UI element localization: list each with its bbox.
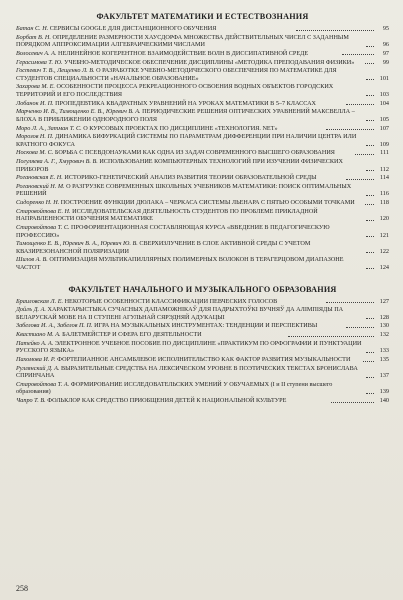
- dot-leader: [366, 236, 374, 237]
- dot-leader: [346, 327, 374, 328]
- entry-title: ФОРМИРОВАНИЕ ИССЛЕДОВАТЕЛЬСКИХ УМЕНИЙ У ОБУЧАЕМЫХ (I и II ступени высшего образования): [16, 380, 333, 396]
- entry-author: Батан С. Н.: [16, 25, 49, 32]
- entry-title: СВЕРХИЗЛУЧЕНИЕ В СЛОЕ АКТИВНОЙ СРЕДЫ С УЧЕТОМ КВАЗИРЕЗОНАНСНОЙ ПОЛЯРИЗАЦИИ: [16, 240, 311, 255]
- toc-list: [16, 298, 389, 405]
- toc-entry: [16, 67, 389, 82]
- entry-title: ИСТОРИКО-ГЕНЕТИЧЕСКИЙ АНАЛИЗ РАЗВИТИЯ ТЕОРИИ ОБРАЗОВАТЕЛЬНОЙ СРЕДЫ: [64, 174, 317, 182]
- entry-page: 111: [380, 149, 389, 157]
- entry-text: [16, 381, 365, 396]
- toc-entry: [16, 59, 389, 67]
- toc-entry: [16, 125, 389, 133]
- toc-entry: [16, 174, 389, 182]
- toc-entry: [16, 100, 389, 108]
- entry-title: ОСОБЕННОСТИ ПРОЦЕССА РЕКРЕАЦИОННОГО ОСВОЕНИЯ ВОДНЫХ ОБЪЕКТОВ ГОРОДСКИХ ТЕРРИТОРИЙ И ЕГО ПОСЛЕДСТВИЯ: [16, 83, 334, 98]
- entry-author: Дойлъ Д. А.: [16, 306, 46, 314]
- dot-leader: [366, 352, 374, 353]
- entry-page: 137: [379, 372, 389, 380]
- entry-author: Старовойтова Е. Н.: [16, 207, 71, 215]
- entry-text: [16, 67, 365, 82]
- section-title: ФАКУЛЬТЕТ НАЧАЛЬНОГО И МУЗЫКАЛЬНОГО ОБРАЗОВАНИЯ: [68, 284, 337, 294]
- entry-text: [16, 356, 362, 364]
- entry-title: ИГРА НА МУЗЫКАЛЬНЫХ ИНСТРУМЕНТАХ: ТЕНДЕНЦИИ И ПЕРСПЕКТИВЫ: [94, 322, 318, 330]
- entry-page: 130: [379, 322, 389, 330]
- entry-author: Морозов Н. П.: [16, 133, 54, 141]
- entry-author: Моро Л. А., Затман Т. С.: [16, 124, 82, 132]
- toc-list: [16, 25, 389, 271]
- toc-entry: [16, 340, 389, 355]
- entry-title: ПРОФОРИЕНТАЦИОННАЯ СОСТАВЛЯЮЩАЯ КУРСА «ВВЕДЕНИЕ В ПЕДАГОГИЧЕСКУЮ ПРОФЕССИЮ»: [16, 224, 330, 239]
- entry-title: ФОЛЬКЛОР КАК СРЕДСТВО ПРИОБЩЕНИЯ ДЕТЕЙ К НАЦИОНАЛЬНОЙ КУЛЬТУРЕ: [47, 397, 287, 405]
- entry-author: Носкова М. С.: [16, 149, 54, 157]
- entry-author: Старовойтова Т. А.: [16, 380, 70, 388]
- toc-entry: [16, 34, 389, 49]
- entry-title: ОПРЕДЕЛЕНИЕ РАЗМЕРНОСТИ ХАУСДОРФА МНОЖЕСТВА ДЕЙСТВИТЕЛЬНЫХ ЧИСЕЛ С ЗАДАННЫМ ПОРЯДКОМ АППРОКСИМАЦИИ АЛГЕБРАИЧЕСКИМИ ЧИСЛАМИ: [16, 33, 349, 49]
- entry-author: Руллянский Д. А.: [16, 364, 60, 372]
- dot-leader: [296, 30, 374, 31]
- entry-author: Тимощенко Е. В., Юревич В. А., Юревич Ю. В.: [16, 240, 138, 248]
- entry-author: Погуляева А. Г., Хмурович В. В.: [16, 158, 98, 166]
- toc-entry: [16, 322, 389, 330]
- entry-title: О КУРСОВЫХ ПРОЕКТАХ ПО ДИСЦИПЛИНЕ «ТЕХНОЛОГИЯ. NET»: [83, 124, 278, 132]
- entry-author: Гостевич Т. В., Лещенко Л. В.: [16, 67, 95, 75]
- entry-title: БОРЬБА С ПСЕВДОНАУКАМИ КАК ОДНА ИЗ ЗАДАЧ СОВРЕМЕННОГО ВЫСШЕГО ОБРАЗОВАНИЯ: [54, 149, 335, 157]
- dot-leader: [366, 145, 374, 146]
- entry-page: 139: [379, 388, 389, 396]
- toc-entry: [16, 149, 389, 157]
- entry-text: [16, 306, 365, 321]
- toc-entry: [16, 25, 389, 33]
- section-title: ФАКУЛЬТЕТ МАТЕМАТИКИ И ЕСТЕСТВОЗНАНИЯ: [96, 12, 309, 21]
- entry-text: [16, 298, 325, 306]
- entry-page: 101: [379, 74, 389, 82]
- dot-leader: [346, 104, 375, 105]
- dot-leader: [346, 179, 374, 180]
- entry-text: [16, 208, 365, 223]
- entry-author: Сидоренко Н. Н.: [16, 199, 60, 207]
- entry-title: О РАЗРАБОТКЕ УЧЕБНО-МЕТОДИЧЕСКОГО ОБЕСПЕЧЕНИЯ ПО МАТЕМАТИКЕ ДЛЯ СТУДЕНТОВ СПЕЦИАЛЬНОСТИ «НАЧАЛЬНОЕ ОБРАЗОВАНИЕ»: [16, 67, 337, 82]
- entry-page: 109: [379, 140, 389, 148]
- entry-page: 107: [379, 124, 389, 132]
- toc-entry: [16, 108, 389, 123]
- dot-leader: [366, 268, 374, 269]
- entry-author: Шилов А. В.: [16, 256, 48, 264]
- entry-page: 140: [379, 397, 390, 405]
- entry-page: 95: [382, 25, 390, 32]
- entry-title: ПРОПЕДЕВТИКА КВАДРАТНЫХ УРАВНЕНИЙ НА УРОКАХ МАТЕМАТИКИ В 5–7 КЛАССАХ: [55, 99, 317, 107]
- page-number: 258: [16, 584, 28, 593]
- entry-author: Забелова И. А., Забелов П. П.: [16, 322, 93, 330]
- toc-entry: [16, 240, 389, 255]
- entry-title: УЧЕБНО-МЕТОДИЧЕСКОЕ ОБЕСПЕЧЕНИЕ ДИСЦИПЛИНЫ «МЕТОДИКА ПРЕПОДАВАНИЯ ФИЗИКИ»: [64, 58, 355, 66]
- entry-page: 112: [379, 165, 389, 173]
- entry-text: [16, 158, 365, 173]
- entry-text: [16, 256, 365, 271]
- entry-page: 104: [379, 99, 390, 107]
- dot-leader: [366, 377, 374, 378]
- dot-leader: [331, 402, 374, 403]
- entry-author: Рогановский Н. М.: [16, 182, 65, 190]
- entry-page: 97: [382, 49, 389, 57]
- entry-text: [16, 100, 345, 108]
- entry-text: [16, 199, 364, 207]
- entry-title: О РАЗГРУЗКЕ СОВРЕМЕННЫХ ШКОЛЬНЫХ УЧЕБНИКОВ МАТЕМАТИКИ: ПОИСК ОПТИМАЛЬНЫХ РЕШЕНИЙ: [16, 182, 352, 198]
- entry-page: 99: [382, 58, 390, 66]
- dot-leader: [366, 252, 374, 253]
- entry-page: 118: [379, 199, 390, 207]
- dot-leader: [366, 46, 374, 47]
- toc-entry: [16, 208, 389, 223]
- entry-text: [16, 365, 365, 380]
- entry-page: 124: [379, 263, 389, 271]
- dot-leader: [366, 318, 374, 319]
- entry-title: ПОСТРОЕНИЕ ФУНКЦИИ ДЮЛАКА – ЧЕРКАСА СИСТЕМЫ ЛЬЕНАРА С ПЯТЬЮ ОСОБЫМИ ТОЧКАМИ: [60, 199, 355, 207]
- entry-page: 133: [379, 347, 389, 355]
- entry-page: 128: [379, 313, 389, 321]
- toc-entry: [16, 224, 389, 239]
- dot-leader: [363, 361, 374, 362]
- entry-text: [16, 133, 365, 148]
- toc-entry: [16, 397, 389, 405]
- toc-entry: [16, 365, 389, 380]
- entry-page: 135: [379, 356, 389, 363]
- dot-leader: [366, 393, 374, 394]
- entry-text: [16, 183, 365, 198]
- entry-author: Волосевич А. А.: [16, 49, 57, 57]
- entry-text: [16, 50, 341, 58]
- toc-entry: [16, 306, 389, 321]
- entry-text: [16, 224, 365, 239]
- entry-title: НЕЛИНЕЙНОЕ КОГЕРЕНТНОЕ ВЗАИМОДЕЙСТВИЕ ВОЛН В ДИССИПАТИВНОЙ СРЕДЕ: [58, 49, 309, 57]
- entry-title: ХАРАКТАРЫСТЫКА СУЧАСНЫХ ДАПАМОЖНІКАЎ ДЛЯ ПАДРЫХТОЎКІ ВУЧНЯЎ ДА АЛІМПІЯДЫ ПА БЕЛАРУСКАЙ МОВЕ НА ІІ СТУПЕНІ АГУЛЬНАЙ СЯРЭДНЯЙ АДУКАЦЫІ: [16, 306, 344, 321]
- entry-title: ИССЛЕДОВАТЕЛЬСКАЯ ДЕЯТЕЛЬНОСТЬ СТУДЕНТОВ ПО ПРОБЛЕМЕ ПРИКЛАДНОЙ НАПРАВЛЕННОСТИ ОБУЧЕНИЯ МАТЕМАТИКЕ: [16, 207, 318, 223]
- entry-text: [16, 397, 330, 405]
- entry-page: 122: [379, 247, 389, 255]
- entry-title: НЕКОТОРЫЕ ОСОБЕННОСТИ КЛАССИФИКАЦИИ ПЕВЧЕСКИХ ГОЛОСОВ: [64, 297, 278, 305]
- dot-leader: [366, 170, 374, 171]
- entry-title: ЭЛЕКТРОННОЕ УЧЕБНОЕ ПОСОБИЕ ПО ДИСЦИПЛИНЕ «ПРАКТИКУМ ПО ОРФОГРАФИИ И ПУНКТУАЦИИ РУССКОГО ЯЗЫКА»: [16, 339, 362, 355]
- entry-author: Борбат В. Н.: [16, 33, 51, 41]
- entry-title: ФОРТЕПИАННОЕ АНСАМБЛЕВОЕ ИСПОЛНИТЕЛЬСТВО КАК ФАКТОР РАЗВИТИЯ МУЗЫКАЛЬНОСТИ: [57, 356, 351, 363]
- entry-author: Чапро Т. В.: [16, 397, 46, 405]
- entry-author: Герасимова Т. Ю.: [16, 58, 63, 66]
- entry-page: 103: [379, 90, 389, 98]
- entry-page: 114: [379, 174, 390, 182]
- entry-page: 120: [379, 215, 389, 223]
- entry-author: Рогановская Е. Н.: [16, 174, 63, 182]
- dot-leader: [355, 154, 374, 155]
- entry-text: [16, 174, 345, 182]
- toc-entry: [16, 158, 389, 173]
- toc-entry: [16, 381, 389, 396]
- entry-page: 127: [379, 297, 390, 305]
- entry-page: 116: [379, 190, 389, 198]
- entry-text: [16, 25, 295, 33]
- entry-title: ПЕРИОДИЧЕСКИЕ РЕШЕНИЯ ОПТИЧЕСКИХ УРАВНЕНИЙ МАКСВЕЛЛА – БЛОХА В ПРИБЛИЖЕНИИ ОДНОРОДНОГО ПОЛЯ: [16, 108, 355, 123]
- entry-text: [16, 340, 365, 355]
- toc-entry: [16, 133, 389, 148]
- dot-leader: [342, 54, 374, 55]
- dot-leader: [326, 302, 374, 303]
- toc-entry: [16, 331, 389, 339]
- toc-entry: [16, 356, 389, 364]
- entry-author: Пахомова И. Р.: [16, 356, 56, 363]
- entry-author: Старовойтова Т. С.: [16, 224, 70, 231]
- entry-text: [16, 125, 325, 133]
- entry-author: Патейко А. А.: [16, 339, 54, 347]
- entry-author: Браиловская Л. Е.: [16, 297, 64, 305]
- entry-title: БАЛЕТМЕЙСТЕР И СФЕРА ЕГО ДЕЯТЕЛЬНОСТИ: [62, 331, 202, 339]
- entry-title: СЕРВИСЫ GOOGLE ДЛЯ ДИСТАНЦИОННОГО ОБУЧЕНИЯ: [49, 25, 217, 32]
- dot-leader: [366, 195, 374, 196]
- toc-entry: [16, 183, 389, 198]
- entry-page: 132: [379, 331, 390, 339]
- entry-text: [16, 322, 345, 330]
- dot-leader: [326, 129, 374, 130]
- toc-entry: [16, 199, 389, 207]
- entry-title: ДИНАМИКА БИФУРКАЦИЙ СИСТЕМЫ ПО ПАРАМЕТРАМ ДИФФЕРЕНЦИИ ПРИ НАЛИЧИИ ЦЕНТРА ИЛИ КРАТНОГО ФОКУСА: [16, 133, 357, 148]
- dot-leader: [365, 63, 374, 64]
- entry-text: [16, 34, 365, 49]
- entry-text: [16, 331, 287, 339]
- entry-text: [16, 59, 364, 67]
- toc-entry: [16, 256, 389, 271]
- entry-page: 105: [379, 115, 389, 123]
- entry-text: [16, 240, 365, 255]
- toc-entry: [16, 298, 389, 306]
- entry-author: Марченко И. В., Тимощенко Е. В., Юревич В. А.: [16, 108, 141, 116]
- entry-title: ИСПОЛЬЗОВАНИЕ КОМПЬЮТЕРНЫХ ТЕХНОЛОГИЙ ПРИ ИЗУЧЕНИИ ФИЗИЧЕСКИХ ПРИБОРОВ: [16, 158, 343, 173]
- entry-title: ВЫРАЗИТЕЛЬНЫЕ СРЕДСТВА НА ЛЕКСИЧЕСКОМ УРОВНЕ В ПОЭТИЧЕСКИХ ТЕКСТАХ БРОНИСЛАВА СПРИНЧАНА: [16, 364, 358, 380]
- toc-entry: [16, 83, 389, 98]
- dot-leader: [366, 120, 374, 121]
- dot-leader: [366, 95, 374, 96]
- entry-text: [16, 83, 365, 98]
- entry-text: [16, 108, 365, 123]
- entry-page: 121: [379, 231, 389, 239]
- toc-entry: [16, 50, 389, 58]
- dot-leader: [366, 79, 374, 80]
- entry-title: ОПТИМИЗАЦИЯ МУЛЬТИКАПИЛЛЯРНЫХ ПОЛИМЕРНЫХ ВОЛОКОН В ТЕРАГЕРЦОВОМ ДИАПАЗОНЕ ЧАСТОТ: [16, 256, 344, 271]
- dot-leader: [365, 204, 374, 205]
- entry-author: Лобанок И. П.: [16, 99, 54, 107]
- dot-leader: [288, 336, 374, 337]
- entry-text: [16, 149, 354, 157]
- entry-author: Захарова М. Е.: [16, 83, 55, 91]
- entry-author: Квастиано М. А.: [16, 331, 61, 339]
- entry-page: 96: [382, 41, 389, 49]
- dot-leader: [366, 220, 374, 221]
